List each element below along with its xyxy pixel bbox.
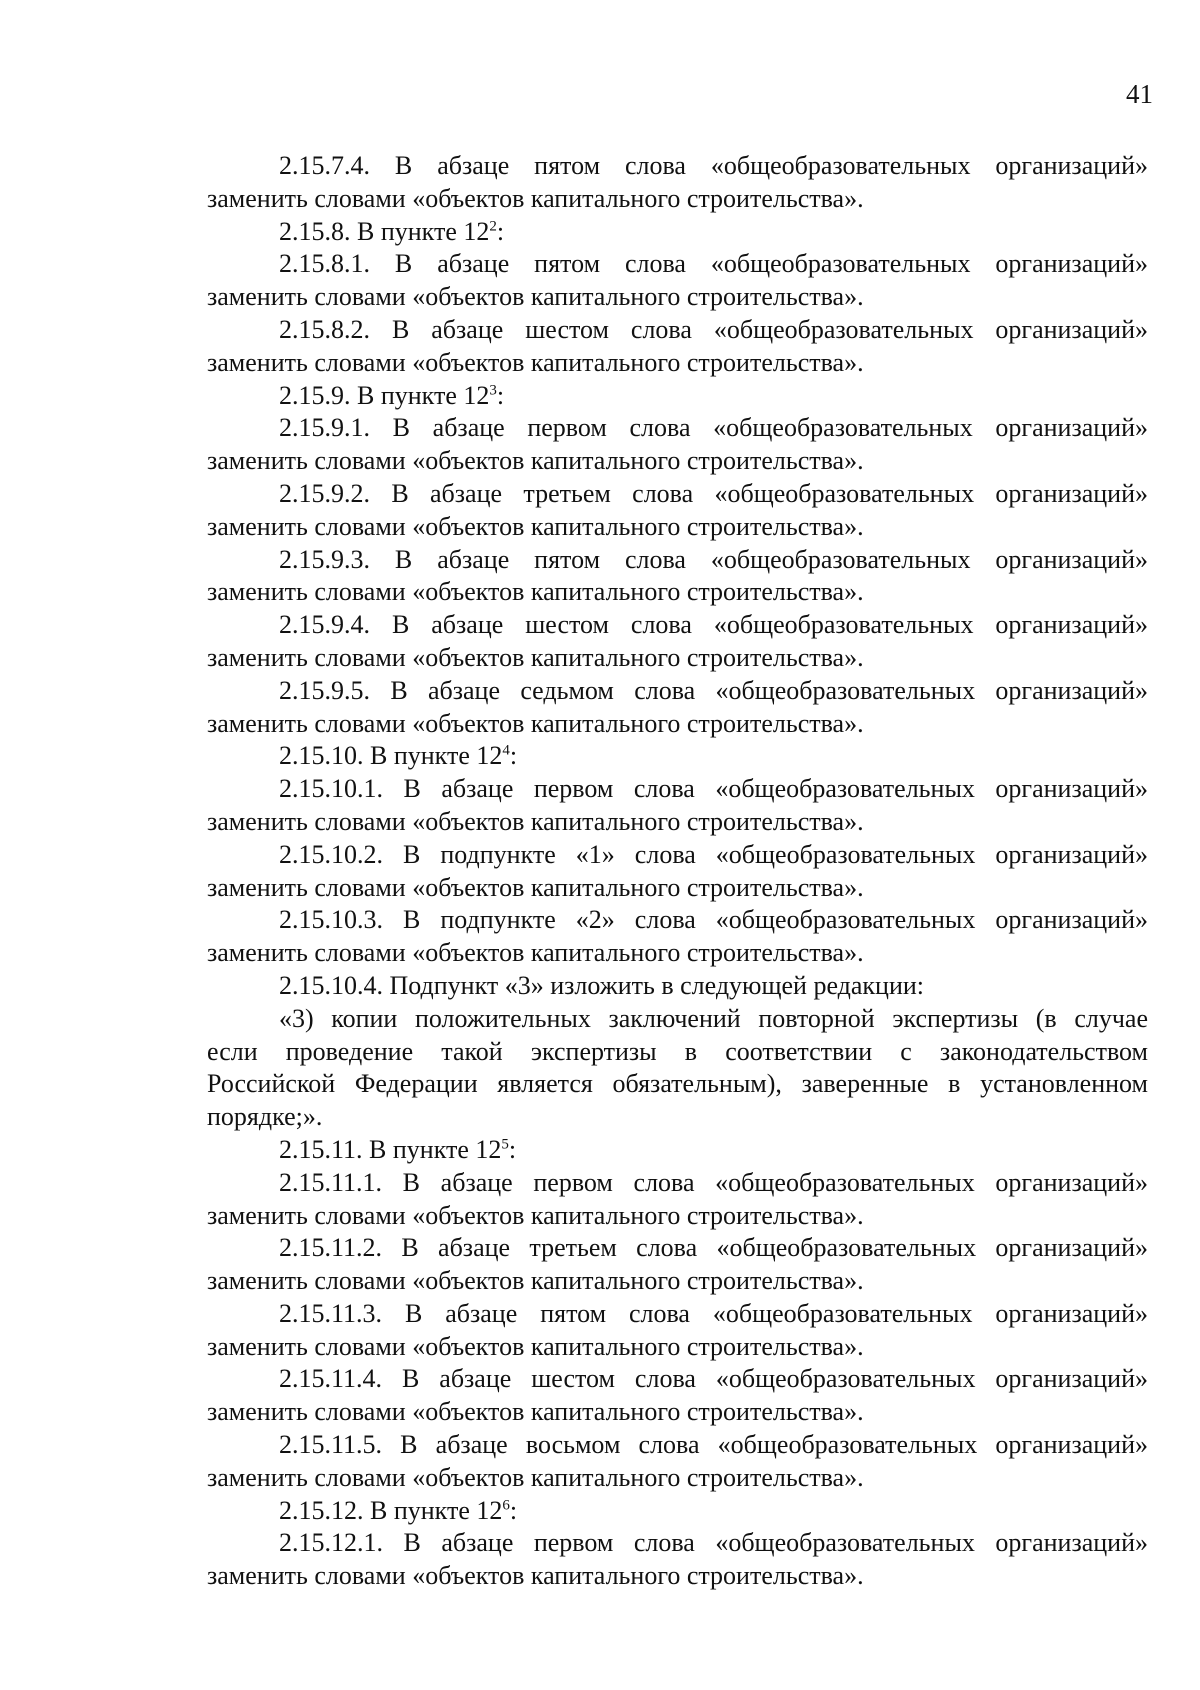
paragraph-line: 2.15.10.2. В подпункте «1» слова «общеобразовательных организаций» (279, 839, 1148, 869)
paragraph-p2-15-9-3 (207, 544, 1148, 610)
paragraph-line: «3) копии положительных заключений повторной экспертизы (в случае (279, 1003, 1148, 1033)
paragraph-line: заменить словами «объектов капитального строительства». (207, 1200, 864, 1230)
paragraph-line: заменить словами «объектов капитального строительства». (207, 708, 864, 738)
paragraph-line: заменить словами «объектов капитального строительства». (207, 183, 864, 213)
paragraph-p2-15-11-5 (207, 1429, 1148, 1495)
paragraph-p-quote-3 (207, 1003, 1148, 1134)
superscript-index: 2 (489, 217, 497, 234)
paragraph-p2-15-9-1 (207, 412, 1148, 478)
paragraph-line: заменить словами «объектов капитального строительства». (207, 577, 864, 607)
paragraph-p2-15-10-1 (207, 773, 1148, 839)
paragraph-line: 2.15.11.1. В абзаце первом слова «общеобразовательных организаций» (279, 1167, 1148, 1197)
heading-text: 2.15.10. В пункте 12 (279, 741, 503, 771)
heading-text: 2.15.11. В пункте 12 (279, 1134, 502, 1164)
paragraph-p2-15-10-3 (207, 904, 1148, 970)
paragraph-p2-15-12 (207, 1495, 1148, 1528)
paragraph-line: 2.15.11.4. В абзаце шестом слова «общеобразовательных организаций» (279, 1364, 1148, 1394)
paragraph-p2-15-12-1 (207, 1527, 1148, 1593)
paragraph-line: 2.15.11.5. В абзаце восьмом слова «общеобразовательных организаций» (279, 1430, 1148, 1460)
paragraph-line: 2.15.12.1. В абзаце первом слова «общеобразовательных организаций» (279, 1528, 1148, 1558)
paragraph-p2-15-7-4 (207, 150, 1148, 216)
document-body (207, 150, 1148, 1593)
paragraph-line: если проведение такой экспертизы в соответствии с законодательством (207, 1036, 1148, 1066)
paragraph-line: 2.15.9.4. В абзаце шестом слова «общеобразовательных организаций» (279, 610, 1148, 640)
superscript-index: 3 (489, 381, 497, 398)
paragraph-line: заменить словами «объектов капитального строительства». (207, 446, 864, 476)
paragraph-line: 2.15.9.1. В абзаце первом слова «общеобразовательных организаций» (279, 413, 1148, 443)
superscript-index: 6 (502, 1497, 510, 1514)
paragraph-p2-15-11 (207, 1134, 1148, 1167)
paragraph-p2-15-10-2 (207, 839, 1148, 905)
paragraph-line: заменить словами «объектов капитального строительства». (207, 1561, 864, 1591)
paragraph-line: заменить словами «объектов капитального строительства». (207, 642, 864, 672)
paragraph-line: заменить словами «объектов капитального строительства». (207, 1331, 864, 1361)
paragraph-line: 2.15.10.1. В абзаце первом слова «общеобразовательных организаций» (279, 774, 1148, 804)
paragraph-line: 2.15.9.3. В абзаце пятом слова «общеобразовательных организаций» (279, 544, 1148, 574)
heading-colon: : (509, 1495, 518, 1525)
paragraph-p2-15-9-2 (207, 478, 1148, 544)
paragraph-line: заменить словами «объектов капитального строительства». (207, 938, 864, 968)
paragraph-line: Российской Федерации является обязательным), заверенные в установленном (207, 1069, 1148, 1099)
paragraph-line: заменить словами «объектов капитального строительства». (207, 282, 864, 312)
paragraph-line: заменить словами «объектов капитального строительства». (207, 1266, 864, 1296)
paragraph-p2-15-9-4 (207, 609, 1148, 675)
page-number: 41 (1126, 79, 1153, 109)
paragraph-line: заменить словами «объектов капитального строительства». (207, 347, 864, 377)
paragraph-line: 2.15.10.4. Подпункт «3» изложить в следующей редакции: (279, 970, 925, 1000)
paragraph-line: 2.15.7.4. В абзаце пятом слова «общеобразовательных организаций» (279, 151, 1148, 180)
heading-colon: : (496, 216, 505, 246)
paragraph-p2-15-8-1 (207, 248, 1148, 314)
paragraph-p2-15-11-4 (207, 1363, 1148, 1429)
paragraph-line: 2.15.9.5. В абзаце седьмом слова «общеобразовательных организаций» (279, 675, 1148, 705)
paragraph-p2-15-9-5 (207, 675, 1148, 741)
heading-text: 2.15.12. В пункте 12 (279, 1495, 503, 1525)
paragraph-line: заменить словами «объектов капитального строительства». (207, 872, 864, 902)
paragraph-line: 2.15.11.2. В абзаце третьем слова «общеобразовательных организаций» (279, 1233, 1148, 1263)
paragraph-line: 2.15.8.2. В абзаце шестом слова «общеобразовательных организаций» (279, 314, 1148, 344)
paragraph-line: порядке;». (207, 1102, 323, 1132)
paragraph-p2-15-10-4 (207, 970, 1148, 1003)
paragraph-p2-15-8-2 (207, 314, 1148, 380)
paragraph-p2-15-8 (207, 216, 1148, 249)
paragraph-p2-15-11-2 (207, 1232, 1148, 1298)
paragraph-p2-15-10 (207, 740, 1148, 773)
paragraph-p2-15-11-1 (207, 1167, 1148, 1233)
paragraph-line: 2.15.8.1. В абзаце пятом слова «общеобразовательных организаций» (279, 249, 1148, 279)
heading-text: 2.15.9. В пункте 12 (279, 380, 490, 410)
paragraph-line: заменить словами «объектов капитального строительства». (207, 511, 864, 541)
paragraph-line: 2.15.11.3. В абзаце пятом слова «общеобразовательных организаций» (279, 1298, 1148, 1328)
heading-colon: : (509, 741, 518, 771)
heading-colon: : (496, 380, 505, 410)
heading-colon: : (508, 1134, 517, 1164)
heading-text: 2.15.8. В пункте 12 (279, 216, 490, 246)
paragraph-p2-15-9 (207, 380, 1148, 413)
superscript-index: 5 (501, 1136, 509, 1153)
paragraph-line: заменить словами «объектов капитального строительства». (207, 1462, 864, 1492)
paragraph-line: заменить словами «объектов капитального строительства». (207, 806, 864, 836)
paragraph-p2-15-11-3 (207, 1298, 1148, 1364)
superscript-index: 4 (502, 742, 510, 759)
paragraph-line: 2.15.9.2. В абзаце третьем слова «общеобразовательных организаций» (279, 478, 1148, 508)
paragraph-line: 2.15.10.3. В подпункте «2» слова «общеобразовательных организаций» (279, 905, 1148, 935)
paragraph-line: заменить словами «объектов капитального строительства». (207, 1397, 864, 1427)
